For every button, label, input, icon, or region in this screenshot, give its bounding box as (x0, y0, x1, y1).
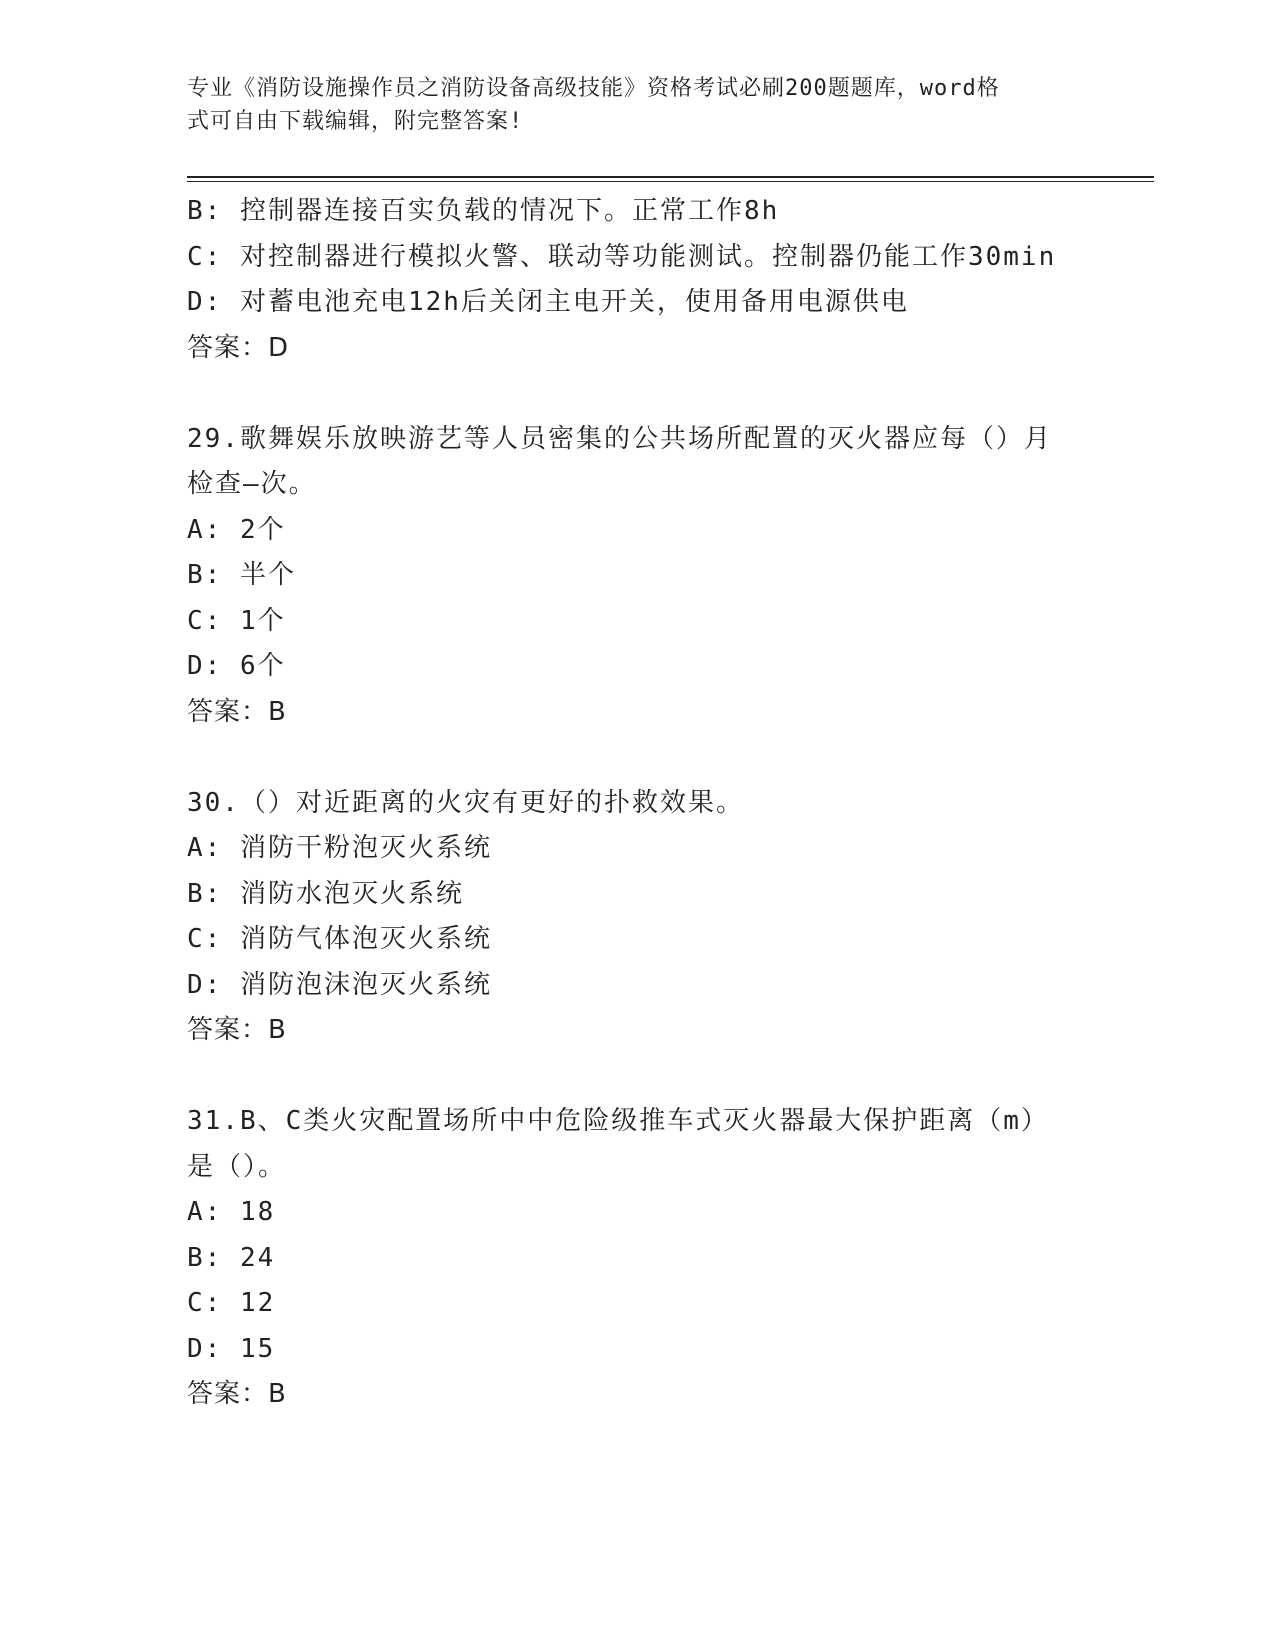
spacer (187, 371, 1087, 417)
document-header (187, 72, 1077, 138)
question-block-31 (187, 1099, 1087, 1418)
option-d: D: 对蓄电池充电12h后关闭主电开关，使用备用电源供电 (187, 287, 909, 317)
option-b: B: 24 (187, 1242, 276, 1273)
option-c: C: 消防气体泡灭火系统 (187, 924, 492, 954)
option-a: A: 2个 (187, 514, 286, 545)
answer-line: 答案：B (187, 1379, 287, 1409)
option-c: C: 1个 (187, 605, 286, 636)
option-b: B: 消防水泡灭火系统 (187, 878, 464, 909)
question-block-29 (187, 417, 1087, 736)
option-d: D: 6个 (187, 651, 286, 681)
question-block-30 (187, 781, 1087, 1054)
header-rule-thick (187, 176, 1154, 178)
option-a: A: 18 (187, 1197, 276, 1227)
option-c: C: 对控制器进行模拟火警、联动等功能测试。控制器仍能工作30min (187, 241, 1057, 272)
option-c: C: 12 (187, 1288, 276, 1318)
answer-line: 答案：D (187, 332, 290, 363)
question-stem-continued: 检查—次。 (187, 469, 317, 499)
question-list (187, 189, 1087, 1418)
spacer (187, 1054, 1087, 1100)
spacer (187, 735, 1087, 781)
header-line-2: 式可自由下载编辑，附完整答案! (187, 109, 524, 134)
question-stem: 31.B、C类火灾配置场所中中危险级推车式灭火器最大保护距离（m） (187, 1106, 1049, 1136)
option-d: D: 消防泡沫泡灭火系统 (187, 969, 492, 1000)
option-d: D: 15 (187, 1333, 276, 1364)
answer-line: 答案：B (187, 696, 287, 727)
question-stem: 30.（）对近距离的火灾有更好的扑救效果。 (187, 787, 744, 818)
option-b: B: 半个 (187, 560, 296, 590)
answer-line: 答案：B (187, 1015, 287, 1045)
question-stem-continued: 是（）。 (187, 1151, 287, 1182)
question-stem: 29.歌舞娱乐放映游艺等人员密集的公共场所配置的灭火器应每（）月 (187, 423, 1052, 454)
header-rule-thin (187, 181, 1154, 182)
question-block-28 (187, 189, 1087, 371)
option-a: A: 消防干粉泡灭火系统 (187, 833, 492, 863)
header-line-1: 专业《消防设施操作员之消防设备高级技能》资格考试必刷200题题库，word格 (187, 76, 1000, 101)
option-b: B: 控制器连接百实负载的情况下。正常工作8h (187, 196, 780, 226)
